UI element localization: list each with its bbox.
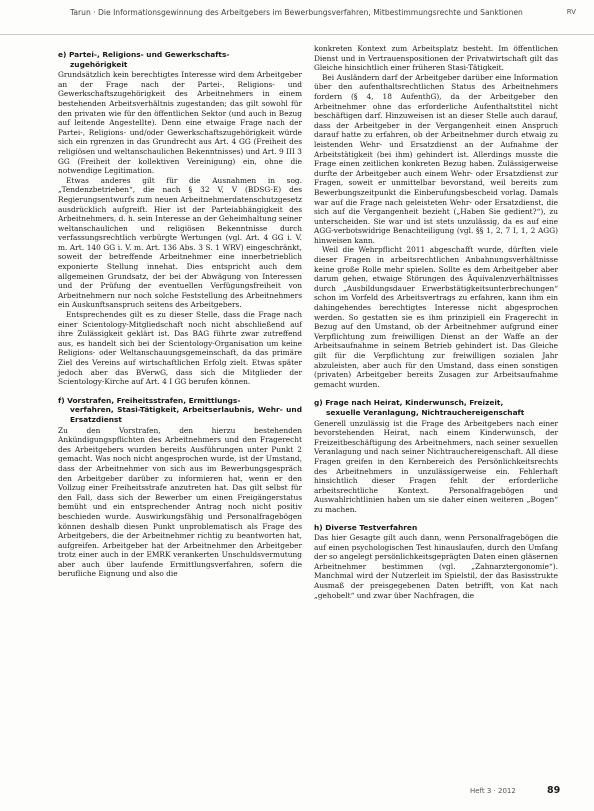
section-e-paragraph: Etwas anderes gilt für die Ausnahmen in sog. „Tendenzbetrieben“, die nach § 32 V, V (BDSG-E) des Regierungsentwurfs zum neuen Arbeitnehmerdatenschutzgesetz ausdrücklich aufgreift. Hier ist der Parteiabhängigkeit des Arbeitnehmers, d. h. sein Interesse an der Geheimhaltung seiner weltanschaulichen und religiösen Bekenntnisse durch verfassungsrechtlich verbürgte Wertungen (vgl. Art. 4 GG i. V. m. Art. 140 GG i. V. m. Art. 136 Abs. 3 S. 1 WRV) eingeschränkt, soweit der betreffende Arbeitnehmer eine innerbetrieblich exponierte Stellung innehat. Dies entspricht auch dem allgemeinen Grundsatz, der bei der Abwägung von Interessen und der Prüfung der eventuellen Verfügungsfreiheit von Arbeitnehmern nur noch solche Feststellung des Arbeitnehmers ein Auskunftsanspruch seitens des Arbeitgebers. <box>58 175 302 310</box>
section-f-heading-line1: f) Vorstrafen, Freiheitsstrafen, Ermittlungs- <box>58 395 241 405</box>
running-header <box>0 0 594 35</box>
section-g-heading <box>314 398 558 417</box>
section-f-paragraph: Zu den Vorstrafen, den hierzu bestehenden Ankündigungspflichten des Arbeitnehmers und den Fragerecht des Arbeitgebers wurden bereits Ausführungen unter Punkt 2 gemacht. Was noch nicht angesprochen wurde, ist der Umstand, dass der Arbeitnehmer von sich aus im Bewerbungsgespräch den Arbeitgeber darüber zu informieren hat, wenn er den Vollzug einer Freiheitsstrafe anzutreten hat. Das gilt selbst für den Fall, dass sich der Bewerber um einen Freigängerstatus bemüht und ein entsprechender Antrag noch nicht positiv beschieden wurde. Auswirkungsfähig und Personalfragebögen können deshalb diesen Punkt unproblematisch als Frage des Arbeitgebers, die der Arbeitnehmer richtig zu beantworten hat, aufgreifen. Arbeitgeber hat der Arbeitnehmer den Arbeitgeber trotz einer auch in der EMRK verankerten Unschuldsvermutung aber auch über laufende Ermittlungsverfahren, sofern die berufliche Eignung und also die <box>58 425 302 579</box>
left-column <box>58 44 302 579</box>
right-paragraph: Weil die Wehrpflicht 2011 abgeschafft wurde, dürften viele dieser Fragen in arbeitsrechtlichen Anbahnungsverhältnisse keine große Rolle mehr spielen. Sollte es dem Arbeitgeber aber darum gehen, etwaige Störungen des Äquivalenzverhältnisses durch „Ausbildungsdauer Erwerbstätigkeitsunterbrechungen“ schon im Vorfeld des Arbeitsvertrags zu erfahren, kann ihm ein dahingehendes berechtigtes Interesse nicht abgesprochen werden. So gestatten sie es ihm prinzipiell ein Fragerecht in Bezug auf den Umstand, ob der Arbeitnehmer aufgrund einer Verpflichtung zum freiwilligen Dienst an der Waffe an der Arbeitsaufnahme in seinem Betrieb gehindert ist. Das Gleiche gilt für die Verpflichtung zur freiwilligen sozialen Jahr abzuleisten, aber auch für den Umstand, dass einen sonstigen (privaten) Arbeitgeber bereits Zusagen zur Arbeitsaufnahme gemacht wurden. <box>314 245 558 389</box>
right-paragraph: Bei Ausländern darf der Arbeitgeber darüber eine Information über den aufenthaltsrechtlichen Status des Arbeitnehmers fordern (§ 4, 18 AufenthG), da der Arbeitgeber den Arbeitnehmer ohne das erforderliche Aufenthaltstitel nicht beschäftigen darf. Hinzuweisen ist an dieser Stelle auch darauf, dass der Arbeitgeber in der Vergangenheit einen Anspruch darauf hatte zu erfahren, ob der Arbeitnehmer durch etwaig zu leistenden Wehr- und Ersatzdienst an der Aufnahme der Arbeitstätigkeit (bei ihm) gehindert ist. Allerdings musste die Frage einen zeitlichen konkreten Bezug haben. Zulässigerweise durfte der Arbeitgeber auch einem Wehr- oder Ersatzdienst zur Fragen, soweit er unmittelbar bevorstand, weil bereits zum Bewerbungszeitpunkt die Einberufungsbescheid vorlag. Damals war auf die Frage nach geleisteten Wehr- oder Ersatzdienst, die sich auf die Vergangenheit bezieht („Haben Sie gedient?“), zu unterscheiden. Sie war und ist stets unzulässig, da es auf eine AGG-verbotswidrige Benachteiligung (vgl. §§ 1, 2, 7 I, 1, 2 AGG) hinweisen kann. <box>314 72 558 245</box>
section-f-heading <box>58 396 302 425</box>
section-f-heading-line2: verfahren, Stasi-Tätigkeit, Arbeitserlaubnis, Wehr- und Ersatzdienst <box>70 405 302 424</box>
page-footer <box>0 780 594 804</box>
running-header-title: Tarun · Die Informationsgewinnung des Arbeitgebers im Bewerbungsverfahren, Mitbestimmungsrechte und Sanktionen <box>70 8 523 17</box>
section-g-paragraph: Generell unzulässig ist die Frage des Arbeitgebers nach einer bevorstehenden Heirat, nach einem Kinderwunsch, der Freizeitbeschäftigung des Arbeitnehmers, nach seiner sexuellen Veranlagung und nach seiner Nichtrauchereigenschaft. All diese Fragen greifen in den Kernbereich des Persönlichkeitsrechts des Arbeitnehmers in unzulässigerweise ein. Fehlerhaft hinsichtlich dieser Fragen fehlt der erforderliche arbeitsrechtliche Kontext. Personalfragebögen und Auswahlrichtlinien haben um sie daher einen weiteren „Bogen“ zu machen. <box>314 418 558 514</box>
section-g-heading-line2: sexuelle Veranlagung, Nichtrauchereigenschaft <box>326 407 525 417</box>
section-h-paragraph: Das hier Gesagte gilt auch dann, wenn Personalfragebögen die auf einen psychologischen Test hinauslaufen, durch den Umfang der so angelegt persönlichkeitsgeprägten Daten einen gläsernen Arbeitnehmer bestimmen (vgl. „Zahnarztergonomie“). Manchmal wird der Nutzerleit im Spielstil, der das Basisstrukte Ausmaß der preisgegebenen Daten betrifft, von Kat nach „gehobelt“ und zwar über Nachfragen, die <box>314 533 558 600</box>
running-header-mark: RV <box>566 8 576 16</box>
section-e-paragraph: Grundsätzlich kein berechtigtes Interesse wird dem Arbeitgeber an der Frage nach der Partei-, Religions- und Gewerkschaftszugehörigkeit des Arbeitnehmers in einem bestehenden Arbeitsverhältnis zugestanden; das gilt sowohl für den privaten wie für den öffentlichen Sektor (und auch in Bezug auf leitende Angestellte). Denn eine etwaige Frage nach der Partei-, Religions- und/oder Gewerkschaftszugehörigkeit würde sich ein rgrenzen in das Grundrecht aus Art. 4 GG (Freiheit des religiösen und weltanschaulichen Bekenntnisses) und Art. 9 III 3 GG (Freiheit der kollektiven Vereinigung) ein, ohne die notwendige Legitimation. <box>58 70 302 176</box>
section-g-heading-line1: g) Frage nach Heirat, Kinderwunsch, Freizeit, <box>314 398 504 408</box>
section-h-heading-line1: h) Diverse Testverfahren <box>314 522 418 532</box>
footer-issue: Heft 3 · 2012 <box>470 787 516 795</box>
section-h-heading <box>314 523 558 533</box>
section-e-heading-line1: e) Partei-, Religions- und Gewerkschafts- <box>58 50 230 59</box>
section-e-heading <box>58 50 302 69</box>
right-column <box>314 44 558 600</box>
page-number: 89 <box>547 785 561 796</box>
right-paragraph: konkreten Kontext zum Arbeitsplatz besteht. Im öffentlichen Dienst und in Vertrauenspositionen der Privatwirtschaft gilt das Gleiche hinsichtlich einer früheren Stasi-Tätigkeit. <box>314 44 558 73</box>
section-e-heading-line2: zugehörigkeit <box>70 59 128 69</box>
section-e-paragraph: Entsprechendes gilt es zu dieser Stelle, dass die Frage nach einer Scientology-Mitgliedschaft noch nicht abschließend auf ihre Zulässigkeit geklärt ist. Das BAG führte zwar zutreffend aus, es handelt sich bei der Scientology-Organisation um keine Religions- oder Weltanschauungsgemeinschaft, da das primäre Ziel des Vereins auf wirtschaftlichen Erfolg zielt. Etwas später jedoch aber das BVerwG, dass sich die Mitglieder der Scientology-Kirche auf Art. 4 I GG berufen können. <box>58 310 302 387</box>
